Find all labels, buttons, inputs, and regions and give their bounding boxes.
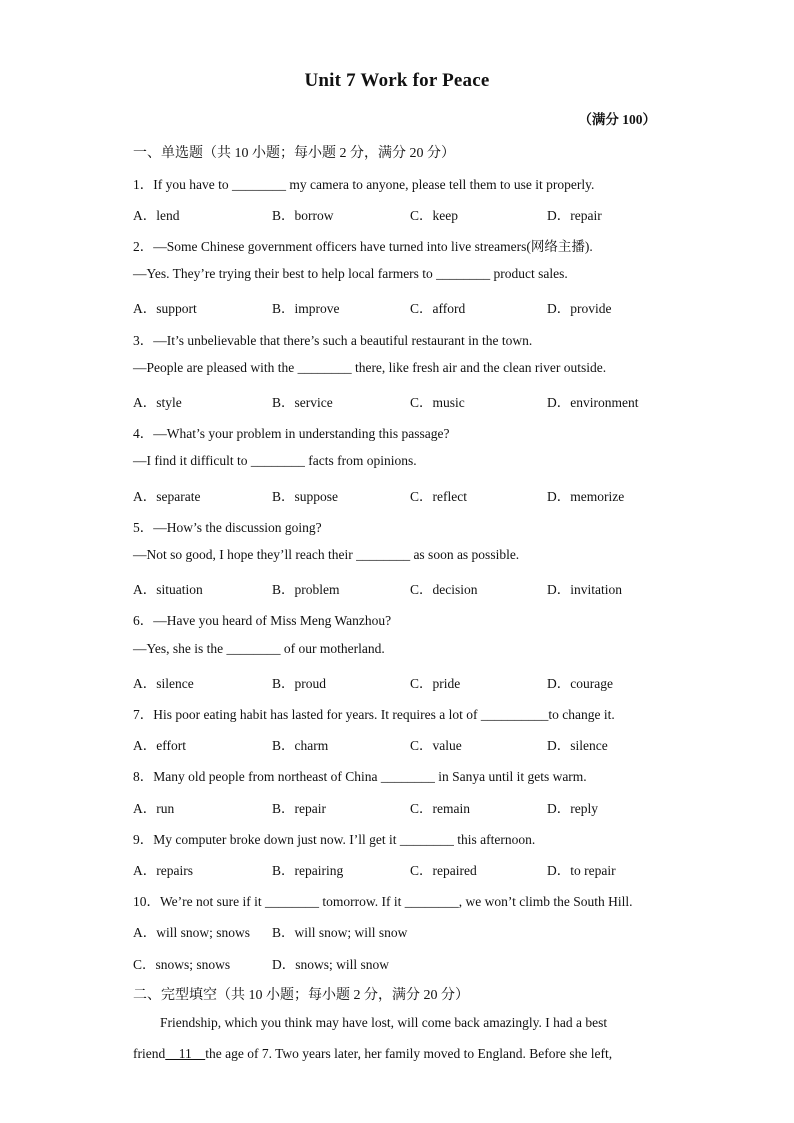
option-a: A．support [133,301,197,316]
option-d: D．provide [547,301,612,316]
question-2-options [133,297,673,315]
question-5-reply: —Not so good, I hope they’ll reach their ________ as soon as possible. [133,547,520,562]
question-1-stem: 1．If you have to ________ my camera to anyone, please tell them to use it properly. [133,177,595,192]
question-2-reply: —Yes. They’re trying their best to help local farmers to ________ product sales. [133,266,568,281]
question-6-stem: 6．—Have you heard of Miss Meng Wanzhou? [133,613,392,628]
question-4-options [133,485,673,503]
passage-text: friend [133,1046,166,1061]
option-d: D．repair [547,208,602,223]
option-a: A．situation [133,582,203,597]
question-3-stem: 3．—It’s unbelievable that there’s such a beautiful restaurant in the town. [133,333,533,348]
option-a: A．separate [133,489,201,504]
question-8-stem: 8．Many old people from northeast of China ________ in Sanya until it gets warm. [133,769,587,784]
question-8-options [133,797,673,815]
option-b: B．borrow [272,208,334,223]
option-b: B．improve [272,301,340,316]
passage-line-1: Friendship, which you think may have lost, will come back amazingly. I had a best [160,1015,608,1030]
question-3-options [133,391,673,409]
passage-line-2 [133,1046,612,1062]
question-10-stem: 10．We’re not sure if it ________ tomorrow. If it ________, we won’t climb the South Hill. [133,894,633,909]
option-c: C．snows; snows [133,957,231,972]
option-d: D．reply [547,801,598,816]
question-3-reply: —People are pleased with the ________ there, like fresh air and the clean river outside. [133,360,607,375]
option-c: C．repaired [410,863,477,878]
question-4-stem: 4．—What’s your problem in understanding this passage? [133,426,450,441]
question-2-stem: 2．—Some Chinese government officers have turned into live streamers(网络主播). [133,239,593,254]
option-a: A．lend [133,208,180,223]
question-7-stem: 7．His poor eating habit has lasted for years. It requires a lot of __________to change it. [133,707,615,722]
option-b: B．service [272,395,333,410]
total-score-note: （满分 100） [578,112,656,127]
option-d: D．courage [547,676,613,691]
question-9-stem: 9．My computer broke down just now. I’ll get it ________ this afternoon. [133,832,536,847]
option-b: B．charm [272,738,329,753]
option-c: C．reflect [410,489,467,504]
option-b: B．proud [272,676,326,691]
option-c: C．value [410,738,462,753]
option-a: A．silence [133,676,194,691]
option-d: D．snows; will snow [272,957,390,972]
document-title: Unit 7 Work for Peace [304,70,490,91]
option-d: D．silence [547,738,608,753]
option-c: C．decision [410,582,478,597]
blank-11: 11 [165,1046,206,1061]
option-b: B．repair [272,801,326,816]
option-a: A．repairs [133,863,193,878]
option-a: A．will snow; snows [133,925,251,940]
option-d: D．to repair [547,863,616,878]
question-9-options [133,859,673,877]
option-c: C．pride [410,676,461,691]
section-1-heading: 一、单选题（共 10 小题；每小题 2 分，满分 20 分） [133,146,455,161]
question-1-options [133,204,673,222]
option-b: B．problem [272,582,340,597]
question-6-options [133,672,673,690]
option-a: A．style [133,395,182,410]
option-c: C．afford [410,301,466,316]
question-6-reply: —Yes, she is the ________ of our motherland. [133,641,385,656]
option-c: C．music [410,395,465,410]
question-10-options-row-1 [133,921,673,939]
question-5-stem: 5．—How’s the discussion going? [133,520,322,535]
option-b: B．repairing [272,863,344,878]
question-10-options-row-2 [133,953,673,971]
option-a: A．effort [133,738,186,753]
option-d: D．invitation [547,582,622,597]
option-c: C．keep [410,208,458,223]
passage-text: the age of 7. Two years later, her family moved to England. Before she left, [205,1046,613,1061]
option-b: B．suppose [272,489,339,504]
section-2-heading: 二、完型填空（共 10 小题；每小题 2 分，满分 20 分） [133,988,469,1003]
option-c: C．remain [410,801,470,816]
option-b: B．will snow; will snow [272,925,408,940]
question-7-options [133,734,673,752]
question-5-options [133,578,673,596]
question-4-reply: —I find it difficult to ________ facts from opinions. [133,453,417,468]
option-d: D．memorize [547,489,625,504]
option-a: A．run [133,801,175,816]
option-d: D．environment [547,395,639,410]
